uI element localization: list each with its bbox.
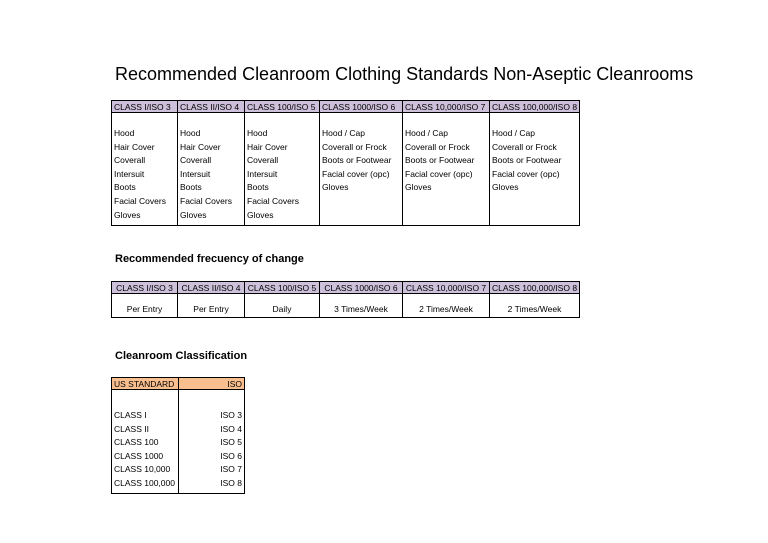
clothing-item: Facial cover (opc) <box>322 168 390 179</box>
frequency-value-cell: 2 Times/Week <box>490 294 580 318</box>
classification-heading: Cleanroom Classification <box>115 350 248 362</box>
clothing-item: Hood <box>247 128 268 138</box>
us-class: CLASS 10,000 <box>114 464 171 475</box>
clothing-item: Coverall <box>180 155 212 166</box>
iso-class: ISO 3 <box>220 410 242 420</box>
us-class: CLASS I <box>114 410 147 420</box>
iso-class: ISO 4 <box>220 423 242 434</box>
clothing-item: Boots <box>114 182 136 193</box>
clothing-item: Boots or Footwear <box>322 155 392 166</box>
clothing-item: Hair Cover <box>180 141 221 152</box>
clothing-standards-table <box>111 100 580 226</box>
clothing-item: Hair Cover <box>114 141 155 152</box>
clothing-items-cell <box>178 113 245 226</box>
classification-header-cell: ISO <box>179 378 245 390</box>
frequency-heading: Recommended frecuency of change <box>115 253 304 265</box>
clothing-items-cell <box>490 113 580 226</box>
us-class: CLASS 100 <box>114 437 159 448</box>
clothing-item: Gloves <box>180 209 207 220</box>
clothing-item: Facial Covers <box>180 195 232 206</box>
classification-header-row <box>112 378 245 390</box>
clothing-item: Coverall <box>114 155 146 166</box>
us-standard-cell <box>112 390 179 494</box>
frequency-value-cell: 2 Times/Week <box>403 294 490 318</box>
frequency-table <box>111 281 580 318</box>
clothing-item: Facial cover (opc) <box>492 168 560 179</box>
clothing-item: Hood / Cap <box>405 128 448 138</box>
clothing-item: Intersuit <box>247 168 278 179</box>
frequency-values-row <box>112 294 580 318</box>
frequency-header-cell: CLASS I/ISO 3 <box>112 282 178 294</box>
frequency-header-cell: CLASS 10,000/ISO 7 <box>403 282 490 294</box>
clothing-header-cell: CLASS 100/ISO 5 <box>245 101 320 113</box>
clothing-item: Hood / Cap <box>492 128 535 138</box>
iso-class: ISO 6 <box>220 450 242 461</box>
frequency-header-cell: CLASS 100,000/ISO 8 <box>490 282 580 294</box>
clothing-items-cell <box>112 113 178 226</box>
clothing-header-cell: CLASS II/ISO 4 <box>178 101 245 113</box>
clothing-item: Intersuit <box>180 168 211 179</box>
frequency-header-row <box>112 282 580 294</box>
iso-class: ISO 7 <box>220 464 242 475</box>
clothing-items-row <box>112 113 580 226</box>
clothing-items-cell <box>403 113 490 226</box>
classification-header-cell: US STANDARD <box>112 378 179 390</box>
clothing-item: Boots or Footwear <box>492 155 562 166</box>
clothing-item: Coverall or Frock <box>322 141 387 152</box>
clothing-item: Gloves <box>405 182 432 193</box>
clothing-header-cell: CLASS 10,000/ISO 7 <box>403 101 490 113</box>
clothing-item: Gloves <box>247 209 274 220</box>
clothing-item: Gloves <box>492 182 519 193</box>
frequency-header-cell: CLASS II/ISO 4 <box>178 282 245 294</box>
clothing-item: Coverall or Frock <box>492 141 557 152</box>
clothing-items-cell <box>320 113 403 226</box>
page-title: Recommended Cleanroom Clothing Standards Non-Aseptic Cleanrooms <box>115 64 694 84</box>
clothing-item: Gloves <box>114 209 141 220</box>
frequency-header-cell: CLASS 1000/ISO 6 <box>320 282 403 294</box>
clothing-header-row <box>112 101 580 113</box>
frequency-value-cell: Per Entry <box>112 294 178 318</box>
iso-class: ISO 5 <box>220 437 242 448</box>
clothing-item: Hair Cover <box>247 141 288 152</box>
iso-class: ISO 8 <box>220 477 242 488</box>
clothing-item: Facial cover (opc) <box>405 168 473 179</box>
classification-table <box>111 377 245 494</box>
clothing-header-cell: CLASS I/ISO 3 <box>112 101 178 113</box>
iso-cell <box>179 390 245 494</box>
clothing-item: Facial Covers <box>247 195 299 206</box>
us-class: CLASS II <box>114 423 149 434</box>
clothing-item: Boots <box>247 182 269 193</box>
frequency-value-cell: Daily <box>245 294 320 318</box>
clothing-item: Facial Covers <box>114 195 166 206</box>
clothing-items-cell <box>245 113 320 226</box>
frequency-value-cell: 3 Times/Week <box>320 294 403 318</box>
frequency-value-cell: Per Entry <box>178 294 245 318</box>
clothing-item: Hood <box>180 128 201 138</box>
us-class: CLASS 100,000 <box>114 477 175 488</box>
clothing-item: Hood / Cap <box>322 128 365 138</box>
us-class: CLASS 1000 <box>114 450 164 461</box>
clothing-header-cell: CLASS 1000/ISO 6 <box>320 101 403 113</box>
clothing-item: Gloves <box>322 182 349 193</box>
clothing-item: Coverall <box>247 155 279 166</box>
classification-values-row <box>112 390 245 494</box>
clothing-item: Boots <box>180 182 202 193</box>
clothing-item: Boots or Footwear <box>405 155 475 166</box>
clothing-item: Intersuit <box>114 168 145 179</box>
clothing-item: Coverall or Frock <box>405 141 470 152</box>
frequency-header-cell: CLASS 100/ISO 5 <box>245 282 320 294</box>
clothing-item: Hood <box>114 128 135 138</box>
clothing-header-cell: CLASS 100,000/ISO 8 <box>490 101 580 113</box>
